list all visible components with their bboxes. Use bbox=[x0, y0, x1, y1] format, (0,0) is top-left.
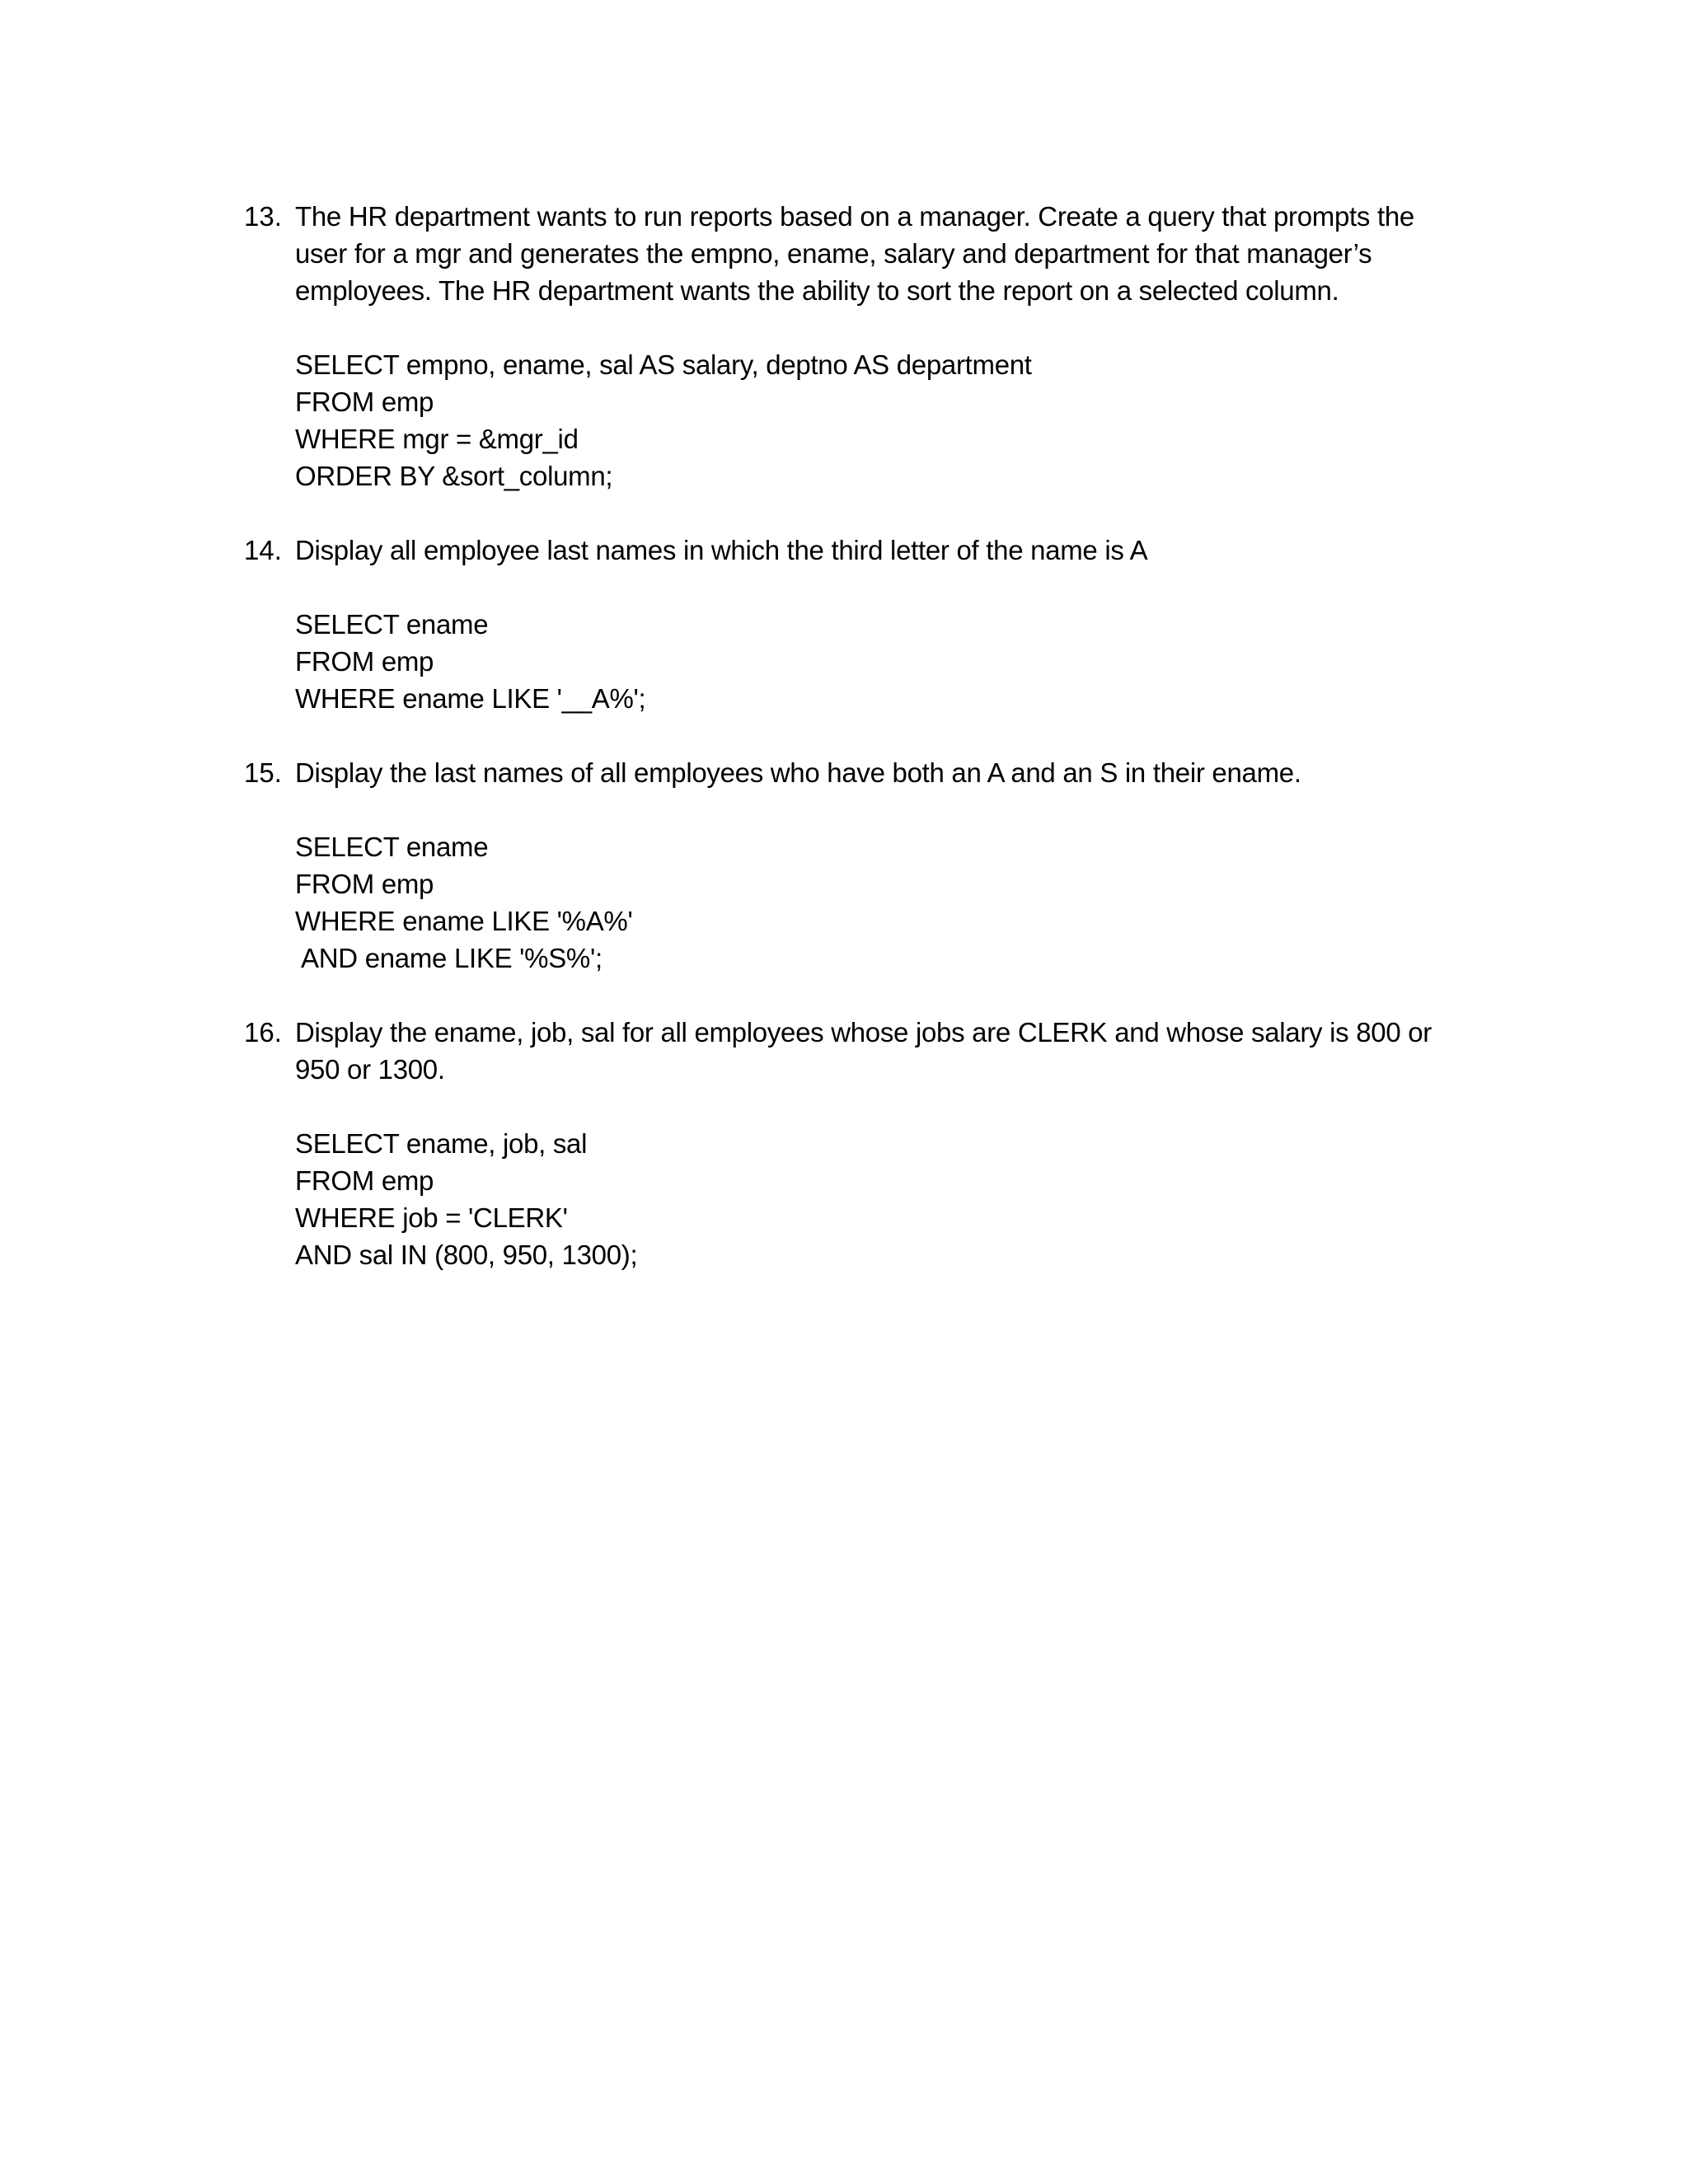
question-text-line: user for a mgr and generates the empno, ename, salary and department for that manager’s bbox=[295, 238, 1372, 269]
sql-line: SELECT ename bbox=[295, 609, 489, 640]
question-text-line: Display the last names of all employees who have both an A and an S in their ename. bbox=[295, 757, 1301, 788]
question-13 bbox=[244, 198, 1480, 494]
sql-line: WHERE ename LIKE '%A%' bbox=[295, 906, 633, 936]
question-number: 16. bbox=[244, 1017, 282, 1047]
question-text-line: Display the ename, job, sal for all employees whose jobs are CLERK and whose salary is 800 or bbox=[295, 1017, 1432, 1047]
question-15 bbox=[244, 754, 1480, 977]
sql-line: WHERE job = 'CLERK' bbox=[295, 1202, 568, 1233]
question-14 bbox=[244, 532, 1480, 717]
sql-line: WHERE mgr = &mgr_id bbox=[295, 424, 579, 454]
question-text-line: employees. The HR department wants the ability to sort the report on a selected column. bbox=[295, 275, 1339, 306]
question-text-line: Display all employee last names in which the third letter of the name is A bbox=[295, 535, 1148, 565]
sql-line: FROM emp bbox=[295, 869, 434, 899]
question-text-line: The HR department wants to run reports based on a manager. Create a query that prompts the bbox=[295, 201, 1414, 232]
question-text-line: 950 or 1300. bbox=[295, 1054, 445, 1085]
question-number: 14. bbox=[244, 535, 282, 565]
sql-line: FROM emp bbox=[295, 387, 434, 417]
sql-line: FROM emp bbox=[295, 646, 434, 677]
question-number: 15. bbox=[244, 757, 282, 788]
sql-line: AND ename LIKE '%S%'; bbox=[295, 943, 603, 973]
sql-line: WHERE ename LIKE '__A%'; bbox=[295, 683, 646, 714]
question-16 bbox=[244, 1014, 1480, 1273]
sql-line: AND sal IN (800, 950, 1300); bbox=[295, 1240, 638, 1270]
sql-line: SELECT ename, job, sal bbox=[295, 1128, 588, 1159]
sql-line: SELECT ename bbox=[295, 832, 489, 862]
sql-line: SELECT empno, ename, sal AS salary, deptno AS department bbox=[295, 349, 1032, 380]
question-number: 13. bbox=[244, 201, 282, 232]
sql-line: ORDER BY &sort_column; bbox=[295, 461, 613, 491]
sql-line: FROM emp bbox=[295, 1165, 434, 1196]
